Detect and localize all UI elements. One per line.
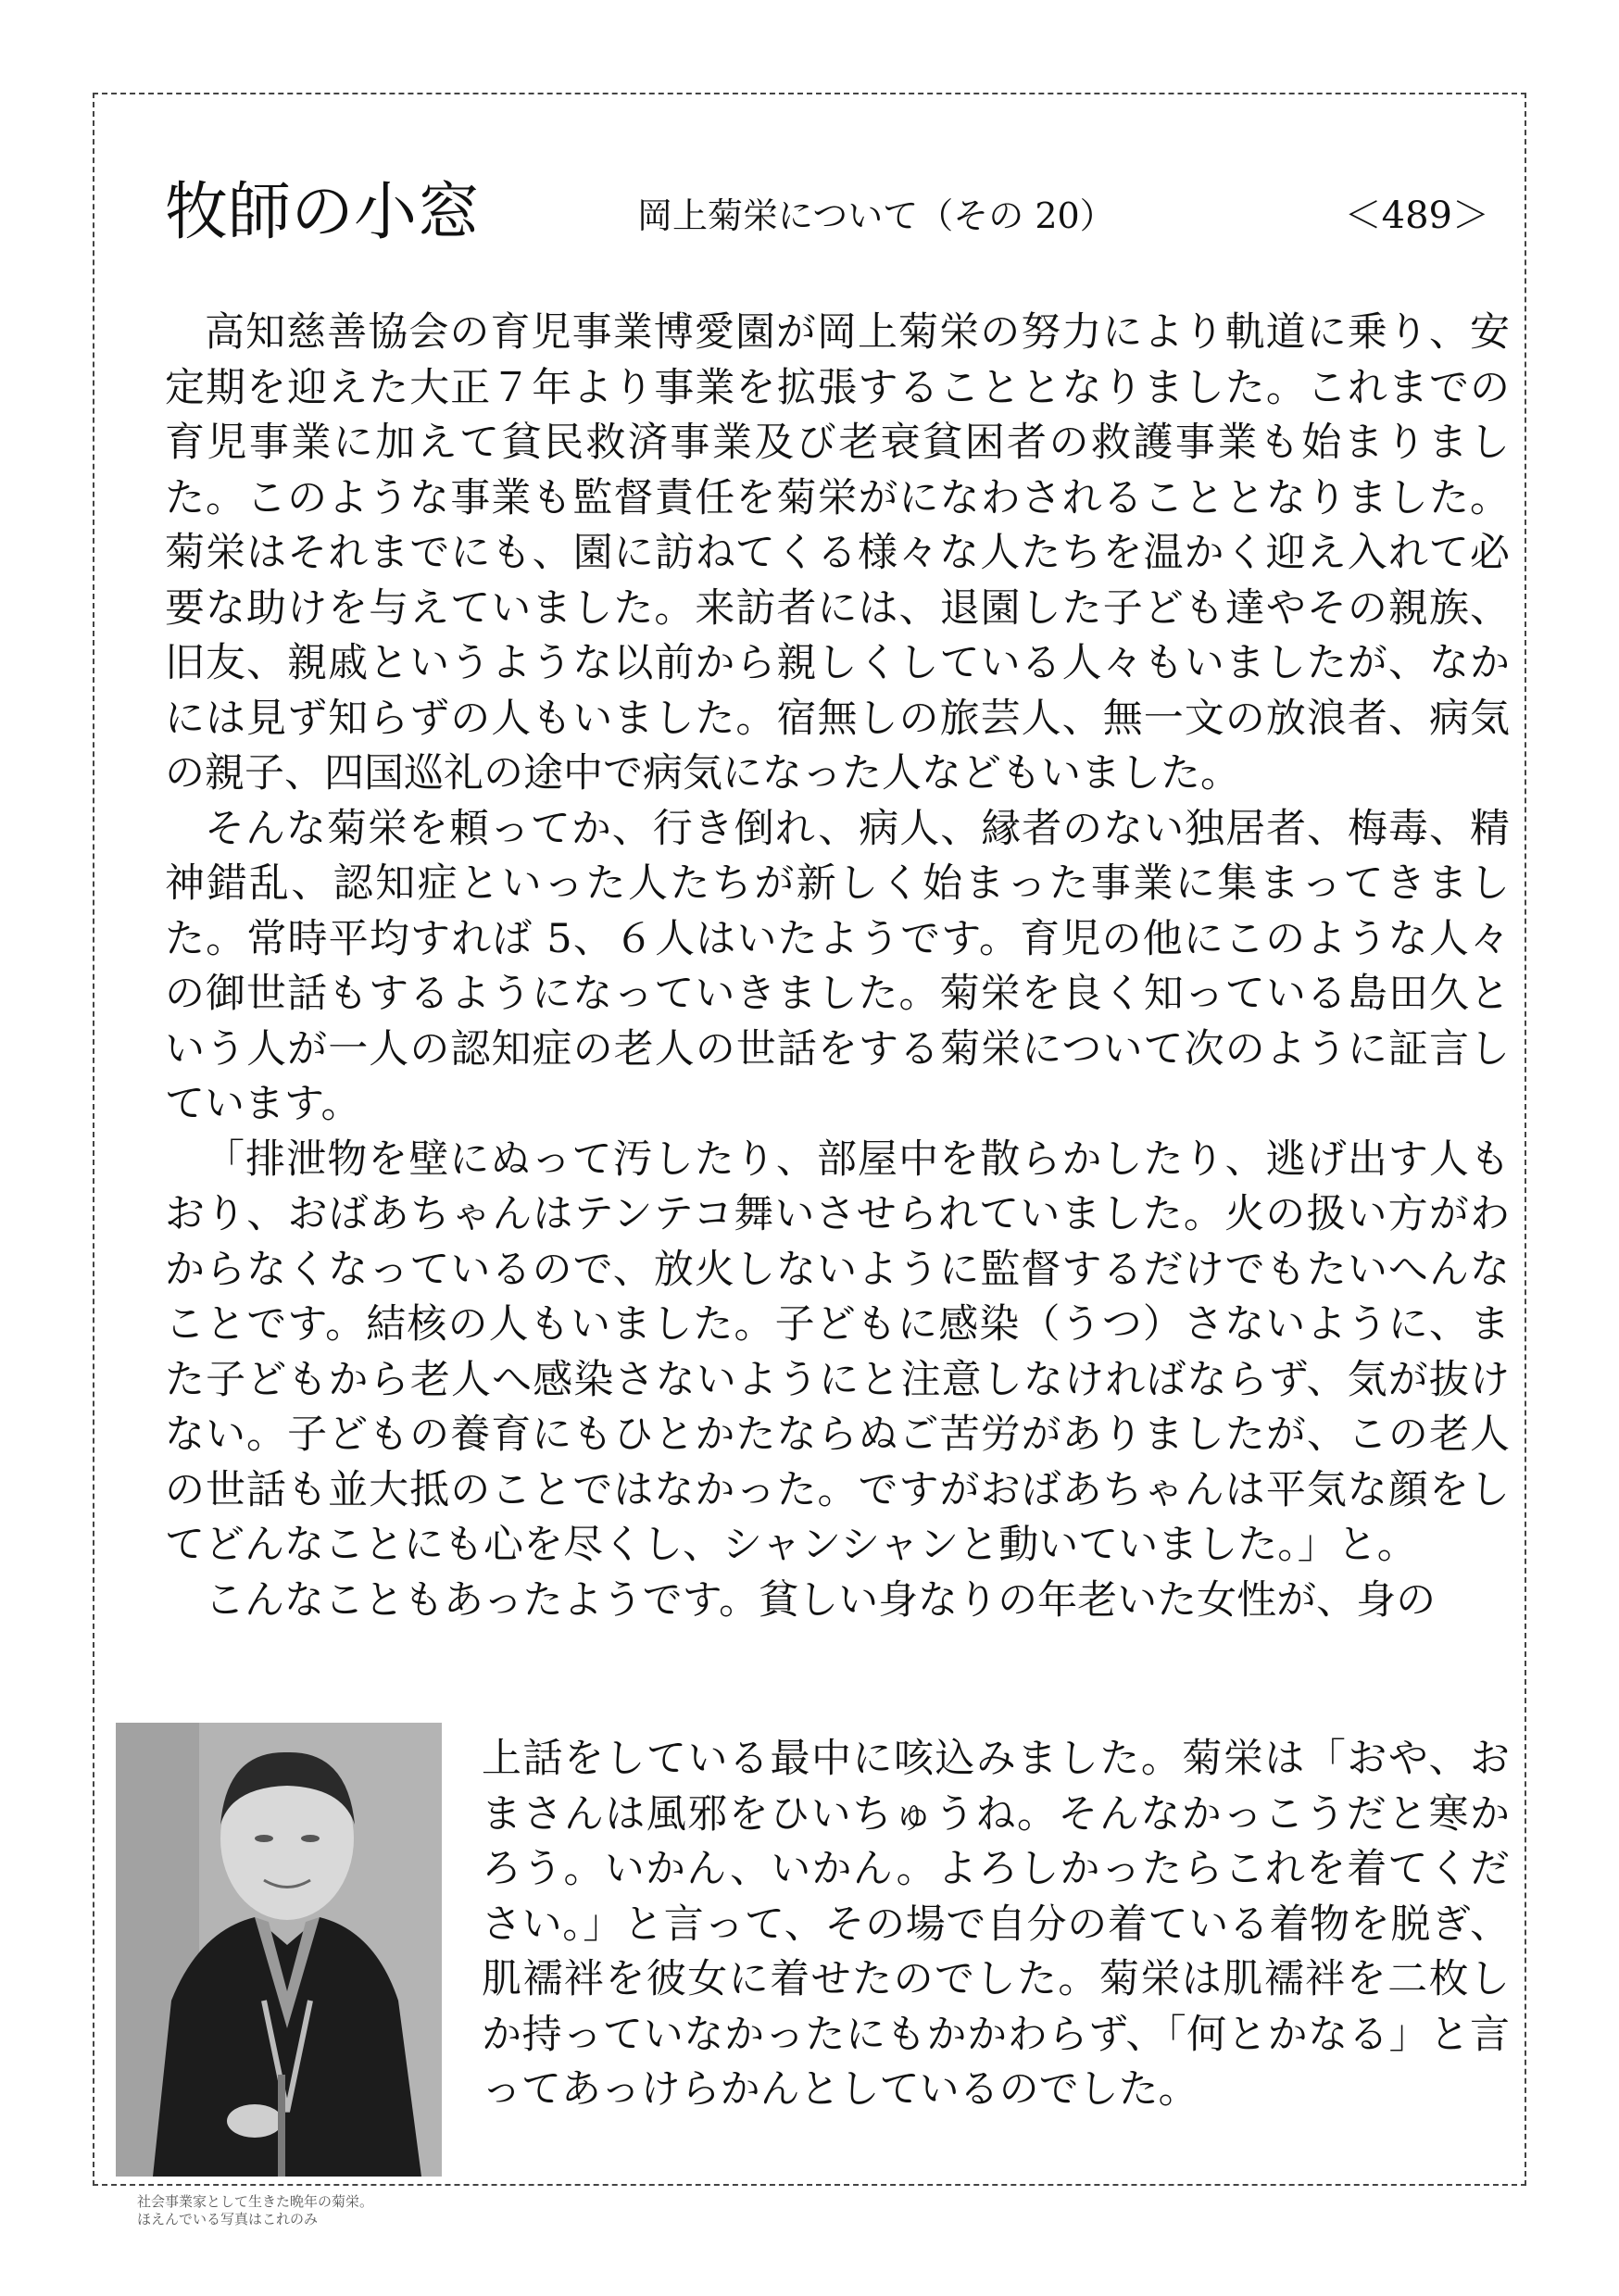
paragraph-2: そんな菊栄を頼ってか、行き倒れ、病人、縁者のない独居者、梅毒、精神錯乱、認知症といった人たちが新しく始まった事業に集まってきました。常時平均すれば 5、６人はいたようです。育児の他にこのような人々の御世話もするようになっていきました。菊栄を良く知っている島田久という人が一人の認知症の老人の世話をする菊栄について次のように証言しています。 [165,805,1510,1127]
paragraph-3: 「排泄物を壁にぬって汚したり、部屋中を散らかしたり、逃げ出す人もおり、おばあちゃんはテンテコ舞いさせられていました。火の扱い方がわからなくなっているので、放火しないように監督するだけでもたいへんなことです。結核の人もいました。子どもに感染（うつ）さないように、また子どもから老人へ感染さないようにと注意しなければならず、気が抜けない。子どもの養育にもひとかたならぬご苦労がありましたが、この老人の世話も並大抵のことではなかった。ですがおばあちゃんは平気な顔をしてどんなことにも心を尽くし、シャンシャンと動いていました。」と。 [165,1135,1510,1568]
paragraph-4-rest: 上話をしている最中に咳込みました。菊栄は「おや、おまさんは風邪をひいちゅうね。そんなかっこうだと寒かろう。いかん、いかん。よろしかったらこれを着てください。」と言って、その場で自分の着ている着物を脱ぎ、肌襦袢を彼女に着せたのでした。菊栄は肌襦袢を二枚しか持っていなかったにもかかわらず、「何とかなる」と言ってあっけらかんとしているのでした。 [482,1736,1510,2113]
issue-number: ＜489＞ [1344,194,1489,237]
article-subtitle: 岡上菊栄について（その 20） [637,195,1115,236]
portrait-photo [116,1723,442,2177]
portrait-figure [116,1723,442,2186]
photo-caption-line-2: ほえんでいる写真はこれのみ [137,2211,319,2227]
portrait-image [116,1723,442,2177]
paragraph-4-continued [482,1732,1510,2118]
article-body [165,306,1510,1628]
paragraph-1: 高知慈善協会の育児事業博愛園が岡上菊栄の努力により軌道に乗り、安定期を迎えた大正７年より事業を拡張することとなりました。これまでの育児事業に加えて貧民救済事業及び老衰貧困者の救護事業も始まりました。このような事業も監督責任を菊栄がになわされることとなりました。菊栄はそれまでにも、園に訪ねてくる様々な人たちを温かく迎え入れて必要な助けを与えていました。来訪者には、退園した子ども達やその親族、旧友、親戚というような以前から親しくしている人々もいましたが、なかには見ず知らずの人もいました。宿無しの旅芸人、無一文の放浪者、病気の親子、四国巡礼の途中で病気になった人などもいました。 [165,309,1510,797]
column-title: 牧師の小窓 [165,176,481,249]
photo-caption [137,2193,415,2228]
paragraph-4-start: こんなこともあったようです。貧しい身なりの年老いた女性が、身の [205,1576,1437,1624]
photo-caption-line-1: 社会事業家として生きた晩年の菊栄。 [137,2193,374,2210]
header [165,171,1517,255]
